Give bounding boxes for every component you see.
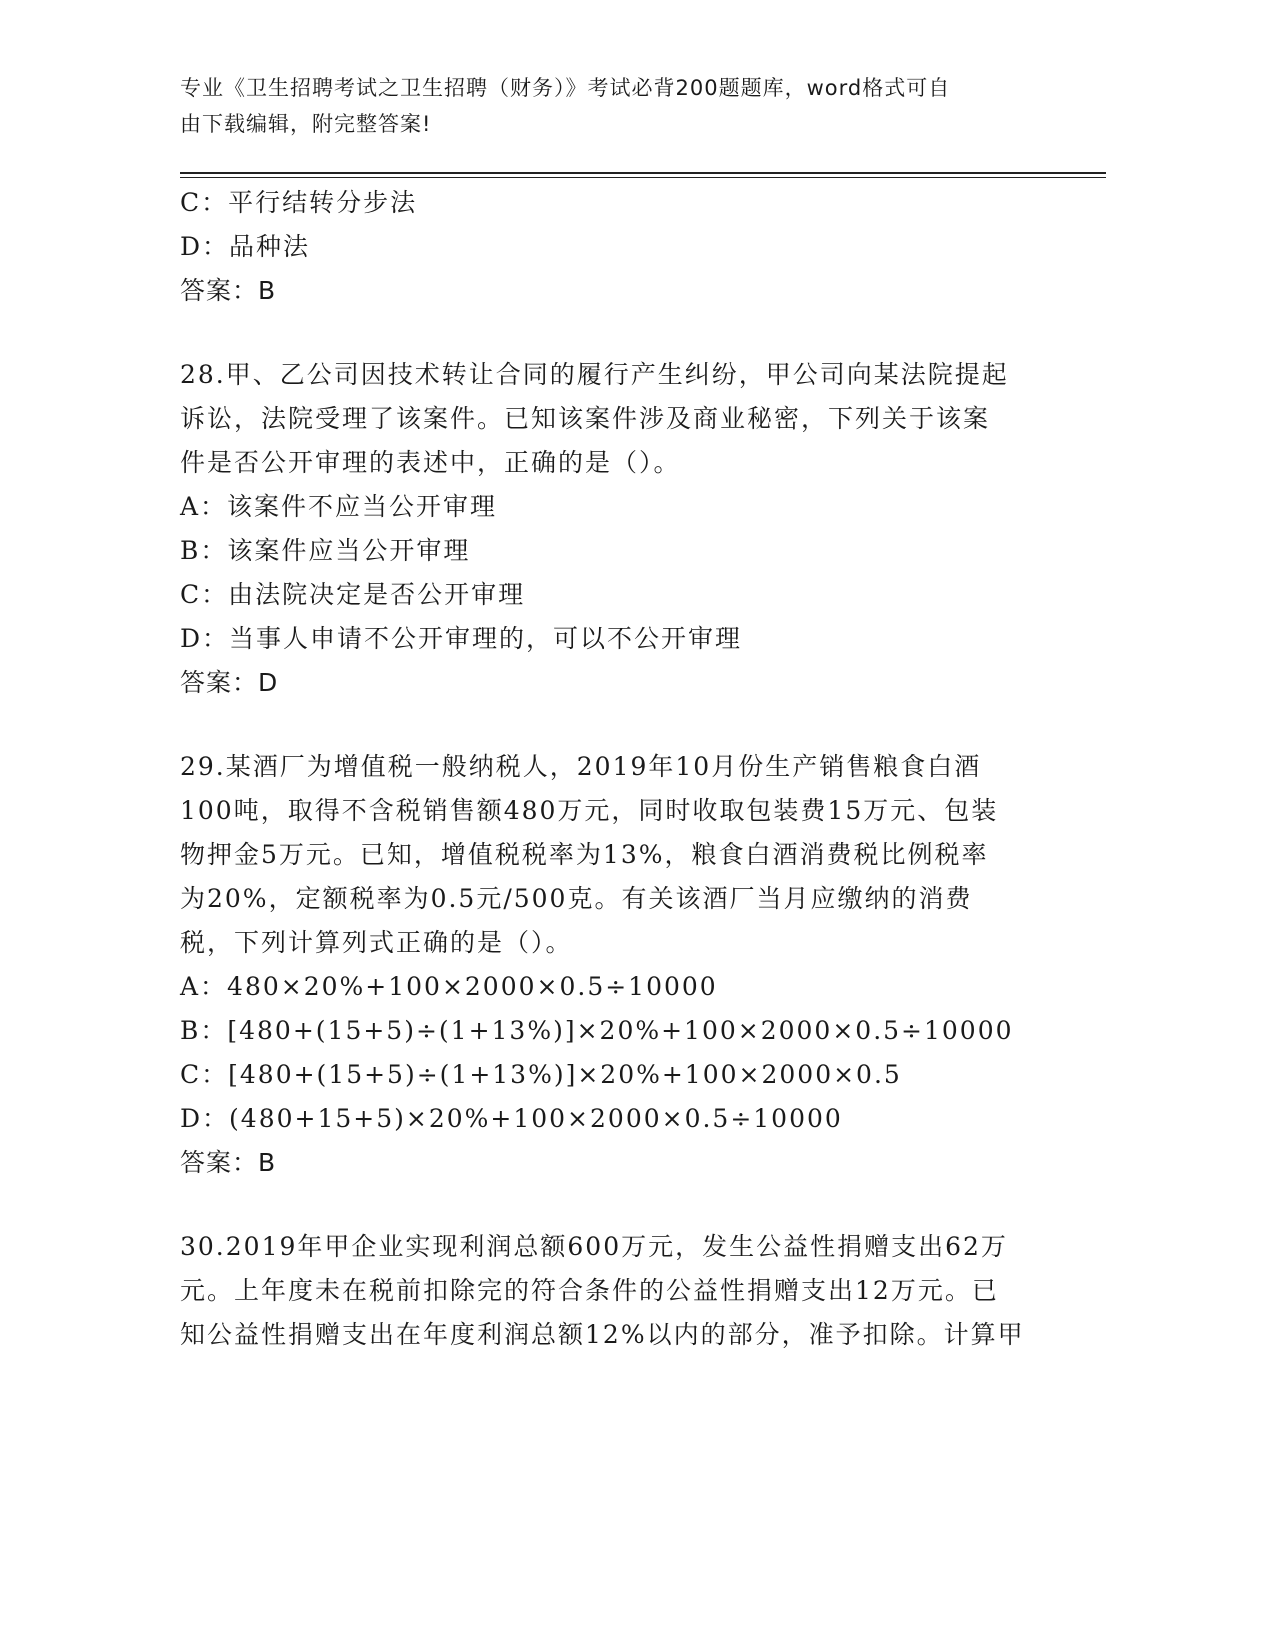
question-stem-line: 税，下列计算列式正确的是（）。 [180, 928, 573, 957]
question-stem-line: 29.某酒厂为增值税一般纳税人，2019年10月份生产销售粮食白酒 [180, 752, 982, 781]
option-b: B：[480+(15+5)÷(1+13%)]×20%+100×2000×0.5÷10000 [180, 1016, 1014, 1045]
header-rule-thin [180, 177, 1106, 178]
option-d: D：品种法 [180, 232, 311, 261]
document-header [180, 70, 1060, 142]
question-stem-line: 件是否公开审理的表述中，正确的是（）。 [180, 448, 681, 477]
option-d: D：当事人申请不公开审理的，可以不公开审理 [180, 624, 743, 653]
answer: 答案：B [180, 1148, 277, 1177]
option-c: C：平行结转分步法 [180, 188, 418, 217]
option-d: D：(480+15+5)×20%+100×2000×0.5÷10000 [180, 1104, 843, 1133]
question-stem-line: 28.甲、乙公司因技术转让合同的履行产生纠纷，甲公司向某法院提起 [180, 360, 1009, 389]
answer: 答案：D [180, 668, 279, 697]
spacer [180, 705, 1060, 745]
option-c: C：[480+(15+5)÷(1+13%)]×20%+100×2000×0.5 [180, 1060, 902, 1089]
option-c: C：由法院决定是否公开审理 [180, 580, 526, 609]
spacer [180, 313, 1060, 353]
question-28 [180, 353, 1060, 705]
option-a: A：480×20%+100×2000×0.5÷10000 [180, 972, 718, 1001]
question-stem-line: 100吨，取得不含税销售额480万元，同时收取包装费15万元、包装 [180, 796, 999, 825]
question-stem-line: 物押金5万元。已知，增值税税率为13%，粮食白酒消费税比例税率 [180, 840, 989, 869]
header-line-2: 由下载编辑，附完整答案! [180, 112, 432, 136]
option-a: A：该案件不应当公开审理 [180, 492, 498, 521]
question-stem-line: 元。上年度未在税前扣除完的符合条件的公益性捐赠支出12万元。已 [180, 1276, 999, 1305]
question-29 [180, 745, 1060, 1185]
question-stem-line: 30.2019年甲企业实现利润总额600万元，发生公益性捐赠支出62万 [180, 1232, 1008, 1261]
question-stem-line: 诉讼，法院受理了该案件。已知该案件涉及商业秘密，下列关于该案 [180, 404, 991, 433]
question-stem-line: 知公益性捐赠支出在年度利润总额12%以内的部分，准予扣除。计算甲 [180, 1320, 1025, 1349]
header-rule-thick [180, 172, 1106, 174]
question-stem-line: 为20%，定额税率为0.5元/500克。有关该酒厂当月应缴纳的消费 [180, 884, 973, 913]
document-body [180, 181, 1060, 1357]
spacer [180, 1185, 1060, 1225]
question-30 [180, 1225, 1060, 1357]
header-line-1: 专业《卫生招聘考试之卫生招聘（财务）》考试必背200题题库，word格式可自 [180, 76, 951, 100]
question-27-tail [180, 181, 1060, 313]
option-b: B：该案件应当公开审理 [180, 536, 471, 565]
answer: 答案：B [180, 276, 277, 305]
